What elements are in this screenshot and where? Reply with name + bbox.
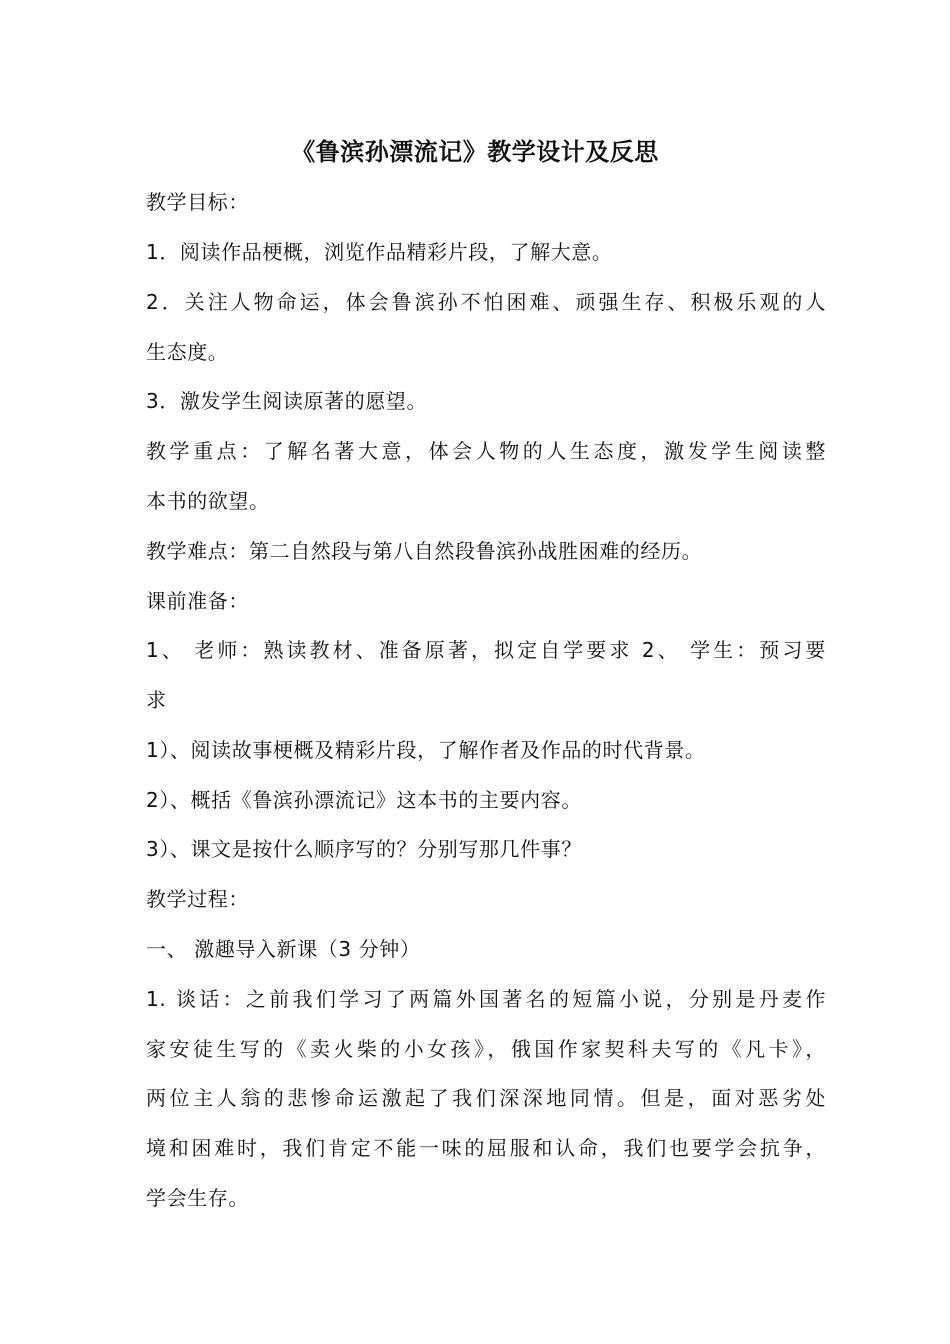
- key-points-line-2: 本书的欲望。: [146, 489, 270, 513]
- preparation-line-1: 1、 老师：熟读教材、准备原著，拟定自学要求 2、 学生：预习要: [146, 638, 826, 662]
- preparation-line-2: 求: [146, 688, 167, 712]
- goal-item-2-line-1: 2．关注人物命运，体会鲁滨孙不怕困难、顽强生存、积极乐观的人: [146, 290, 826, 314]
- preview-item-2: 2）、概括《鲁滨孙漂流记》这本书的主要内容。: [146, 788, 582, 812]
- document-title: 《鲁滨孙漂流记》教学设计及反思: [291, 138, 659, 166]
- difficult-points: 教学难点：第二自然段与第八自然段鲁滨孙战胜困难的经历。: [146, 539, 703, 563]
- goal-item-1: 1．阅读作品梗概，浏览作品精彩片段，了解大意。: [146, 240, 613, 264]
- section-one-heading: 一、 激趣导入新课（3 分钟）: [146, 937, 421, 961]
- goal-item-3: 3．激发学生阅读原著的愿望。: [146, 389, 428, 413]
- heading-teaching-goals: 教学目标：: [146, 190, 249, 214]
- paragraph-line-1: 1. 谈话：之前我们学习了两篇外国著名的短篇小说，分别是丹麦作: [146, 987, 826, 1011]
- paragraph-line-5: 学会生存。: [146, 1186, 249, 1210]
- paragraph-line-4: 境和困难时，我们肯定不能一味的屈服和认命，我们也要学会抗争，: [146, 1136, 826, 1160]
- heading-teaching-process: 教学过程：: [146, 887, 249, 911]
- key-points-line-1: 教学重点：了解名著大意，体会人物的人生态度，激发学生阅读整: [146, 439, 826, 463]
- paragraph-line-2: 家安徒生写的《卖火柴的小女孩》，俄国作家契科夫写的《凡卡》，: [146, 1037, 826, 1061]
- goal-item-2-line-2: 生态度。: [146, 340, 229, 364]
- preview-item-1: 1）、阅读故事梗概及精彩片段，了解作者及作品的时代背景。: [146, 738, 706, 762]
- heading-preparation: 课前准备：: [146, 589, 249, 613]
- paragraph-line-3: 两位主人翁的悲惨命运激起了我们深深地同情。但是，面对恶劣处: [146, 1086, 826, 1110]
- preview-item-3: 3）、课文是按什么顺序写的？分别写那几件事？: [146, 837, 582, 861]
